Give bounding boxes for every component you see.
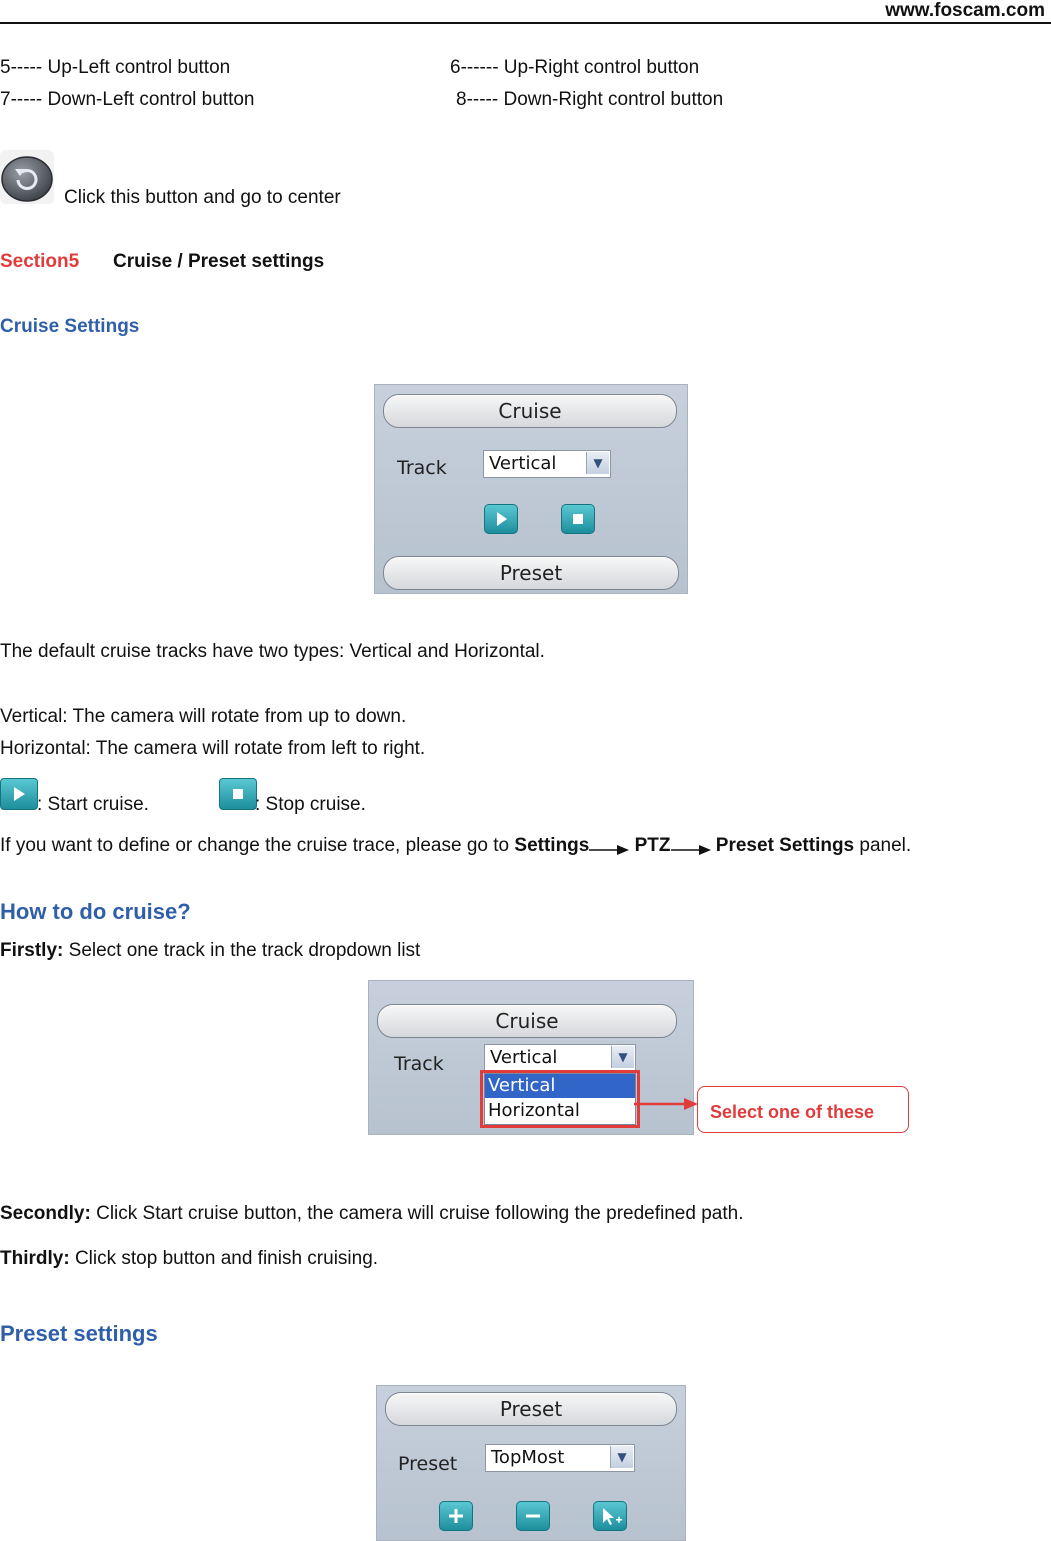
delete-preset-button[interactable] <box>516 1501 550 1531</box>
callout-box <box>697 1086 909 1133</box>
center-button-icon <box>0 150 54 204</box>
section-title: Cruise / Preset settings <box>113 251 325 272</box>
cruise-settings-heading: Cruise Settings <box>0 316 140 337</box>
track-label: Track <box>394 1053 444 1075</box>
step-first <box>0 940 420 962</box>
chevron-down-icon: ▼ <box>586 452 609 474</box>
how-to-heading: How to do cruise? <box>0 899 191 924</box>
highlight-box <box>480 1070 640 1128</box>
chevron-down-icon: ▼ <box>610 1446 633 1468</box>
go-to-preset-button[interactable] <box>593 1501 627 1531</box>
chevron-down-icon: ▼ <box>611 1046 634 1068</box>
control-item-7: 7----- Down-Left control button <box>0 89 255 110</box>
dropdown-option-vertical[interactable]: Vertical <box>485 1074 635 1098</box>
arrow-right-icon <box>589 840 629 852</box>
arrow-right-icon <box>671 840 711 852</box>
section-number: Section5 <box>0 251 80 272</box>
preset-select-value: TopMost <box>491 1447 565 1468</box>
stop-cruise-icon <box>219 778 257 810</box>
step-third <box>0 1248 378 1270</box>
stop-cruise-button[interactable] <box>561 504 595 534</box>
path-settings: Settings <box>514 835 590 856</box>
track-select-value: Vertical <box>490 1047 558 1068</box>
cruise-intro: The default cruise tracks have two types: Vertical and Horizontal. <box>0 641 545 662</box>
preset-header-button[interactable]: Preset <box>385 1392 677 1426</box>
add-preset-button[interactable] <box>439 1501 473 1531</box>
cursor-plus-icon <box>594 1502 626 1530</box>
cruise-panel-screenshot <box>374 384 688 594</box>
preset-settings-heading: Preset settings <box>0 1321 158 1346</box>
preset-label: Preset <box>398 1453 458 1475</box>
path-preset-settings: Preset Settings <box>715 835 855 856</box>
track-dropdown-screenshot <box>368 980 694 1135</box>
define-prefix: If you want to define or change the cruise trace, please go to <box>0 835 510 856</box>
control-item-5: 5----- Up-Left control button <box>0 57 231 78</box>
start-cruise-text: : Start cruise. <box>37 794 149 815</box>
step-first-text: Select one track in the track dropdown list <box>68 940 421 961</box>
vertical-description: Vertical: The camera will rotate from up to down. <box>0 706 407 727</box>
callout-arrow-icon <box>634 1097 698 1111</box>
callout-text: Select one of these <box>710 1102 875 1122</box>
define-suffix: panel. <box>859 835 912 856</box>
header-rule <box>0 22 1051 24</box>
track-select-value: Vertical <box>489 453 557 474</box>
step-second-text: Click Start cruise button, the camera will cruise following the predefined path. <box>96 1203 744 1224</box>
preset-panel-screenshot <box>376 1385 686 1541</box>
preset-select[interactable] <box>485 1444 635 1472</box>
cruise-header-button[interactable]: Cruise <box>377 1004 677 1038</box>
path-ptz: PTZ <box>634 835 671 856</box>
stop-cruise-text: : Stop cruise. <box>255 794 366 815</box>
track-label: Track <box>397 457 447 479</box>
stop-icon <box>562 505 594 533</box>
center-button-label: Click this button and go to center <box>64 187 341 208</box>
control-item-8: 8----- Down-Right control button <box>456 89 724 110</box>
minus-icon <box>517 1502 549 1530</box>
start-cruise-button[interactable] <box>484 504 518 534</box>
play-icon <box>485 505 517 533</box>
cruise-header-button[interactable]: Cruise <box>383 394 677 428</box>
step-third-label: Thirdly: <box>0 1248 70 1269</box>
dropdown-option-horizontal[interactable]: Horizontal <box>488 1100 580 1121</box>
step-second <box>0 1203 743 1225</box>
start-cruise-icon <box>0 778 38 810</box>
track-select[interactable] <box>484 1044 636 1072</box>
step-first-label: Firstly: <box>0 940 64 961</box>
track-select[interactable] <box>483 450 611 478</box>
control-item-6: 6------ Up-Right control button <box>450 57 700 78</box>
horizontal-description: Horizontal: The camera will rotate from left to right. <box>0 738 426 759</box>
preset-header-button[interactable]: Preset <box>383 556 679 590</box>
site-url: www.foscam.com <box>885 0 1045 21</box>
define-trace-paragraph <box>0 835 911 857</box>
step-third-text: Click stop button and finish cruising. <box>74 1248 379 1269</box>
step-second-label: Secondly: <box>0 1203 91 1224</box>
plus-icon <box>440 1502 472 1530</box>
